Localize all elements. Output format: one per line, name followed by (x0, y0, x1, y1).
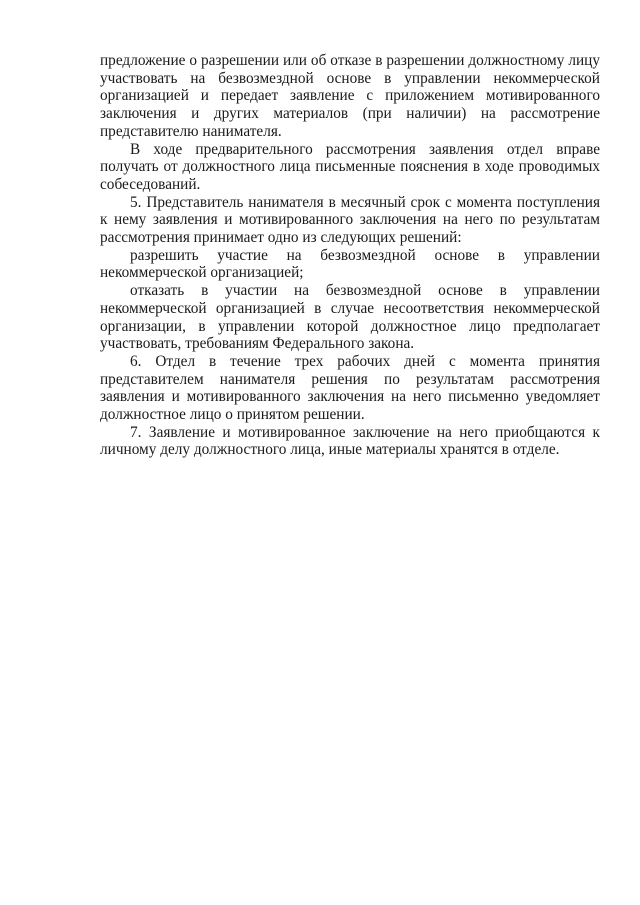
paragraph-decision-refuse: отказать в участии на безвозмездной основе в управлении некоммерческой организацией в случае несоответствия некоммерческой организации, в управлении которой должностное лицо предполагает участвовать, требованиям Федерального закона. (100, 282, 600, 353)
document-body (100, 52, 600, 459)
paragraph-preliminary-review: В ходе предварительного рассмотрения заявления отдел вправе получать от должностного лица письменные пояснения в ходе проводимых собеседований. (100, 140, 600, 193)
paragraph-submission-to-employer: предложение о разрешении или об отказе в разрешении должностному лицу участвовать на безвозмездной основе в управлении некоммерческой организацией и передает заявление с приложением мотивированного заключения и других материалов (при наличии) на рассмотрение представителю нанимателя. (100, 52, 600, 140)
paragraph-decision-permit: разрешить участие на безвозмездной основе в управлении некоммерческой организацией; (100, 246, 600, 282)
paragraph-item-5-decision: 5. Представитель нанимателя в месячный срок с момента поступления к нему заявления и мотивированного заключения на него по результатам рассмотрения принимает одно из следующих решений: (100, 193, 600, 247)
paragraph-item-6-notification: 6. Отдел в течение трех рабочих дней с момента принятия представителем нанимателя решения по результатам рассмотрения заявления и мотивированного заключения на него письменно уведомляет должностное лицо о принятом решении. (100, 352, 600, 424)
paragraph-item-7-filing: 7. Заявление и мотивированное заключение на него приобщаются к личному делу должностного лица, иные материалы хранятся в отделе. (100, 423, 600, 459)
